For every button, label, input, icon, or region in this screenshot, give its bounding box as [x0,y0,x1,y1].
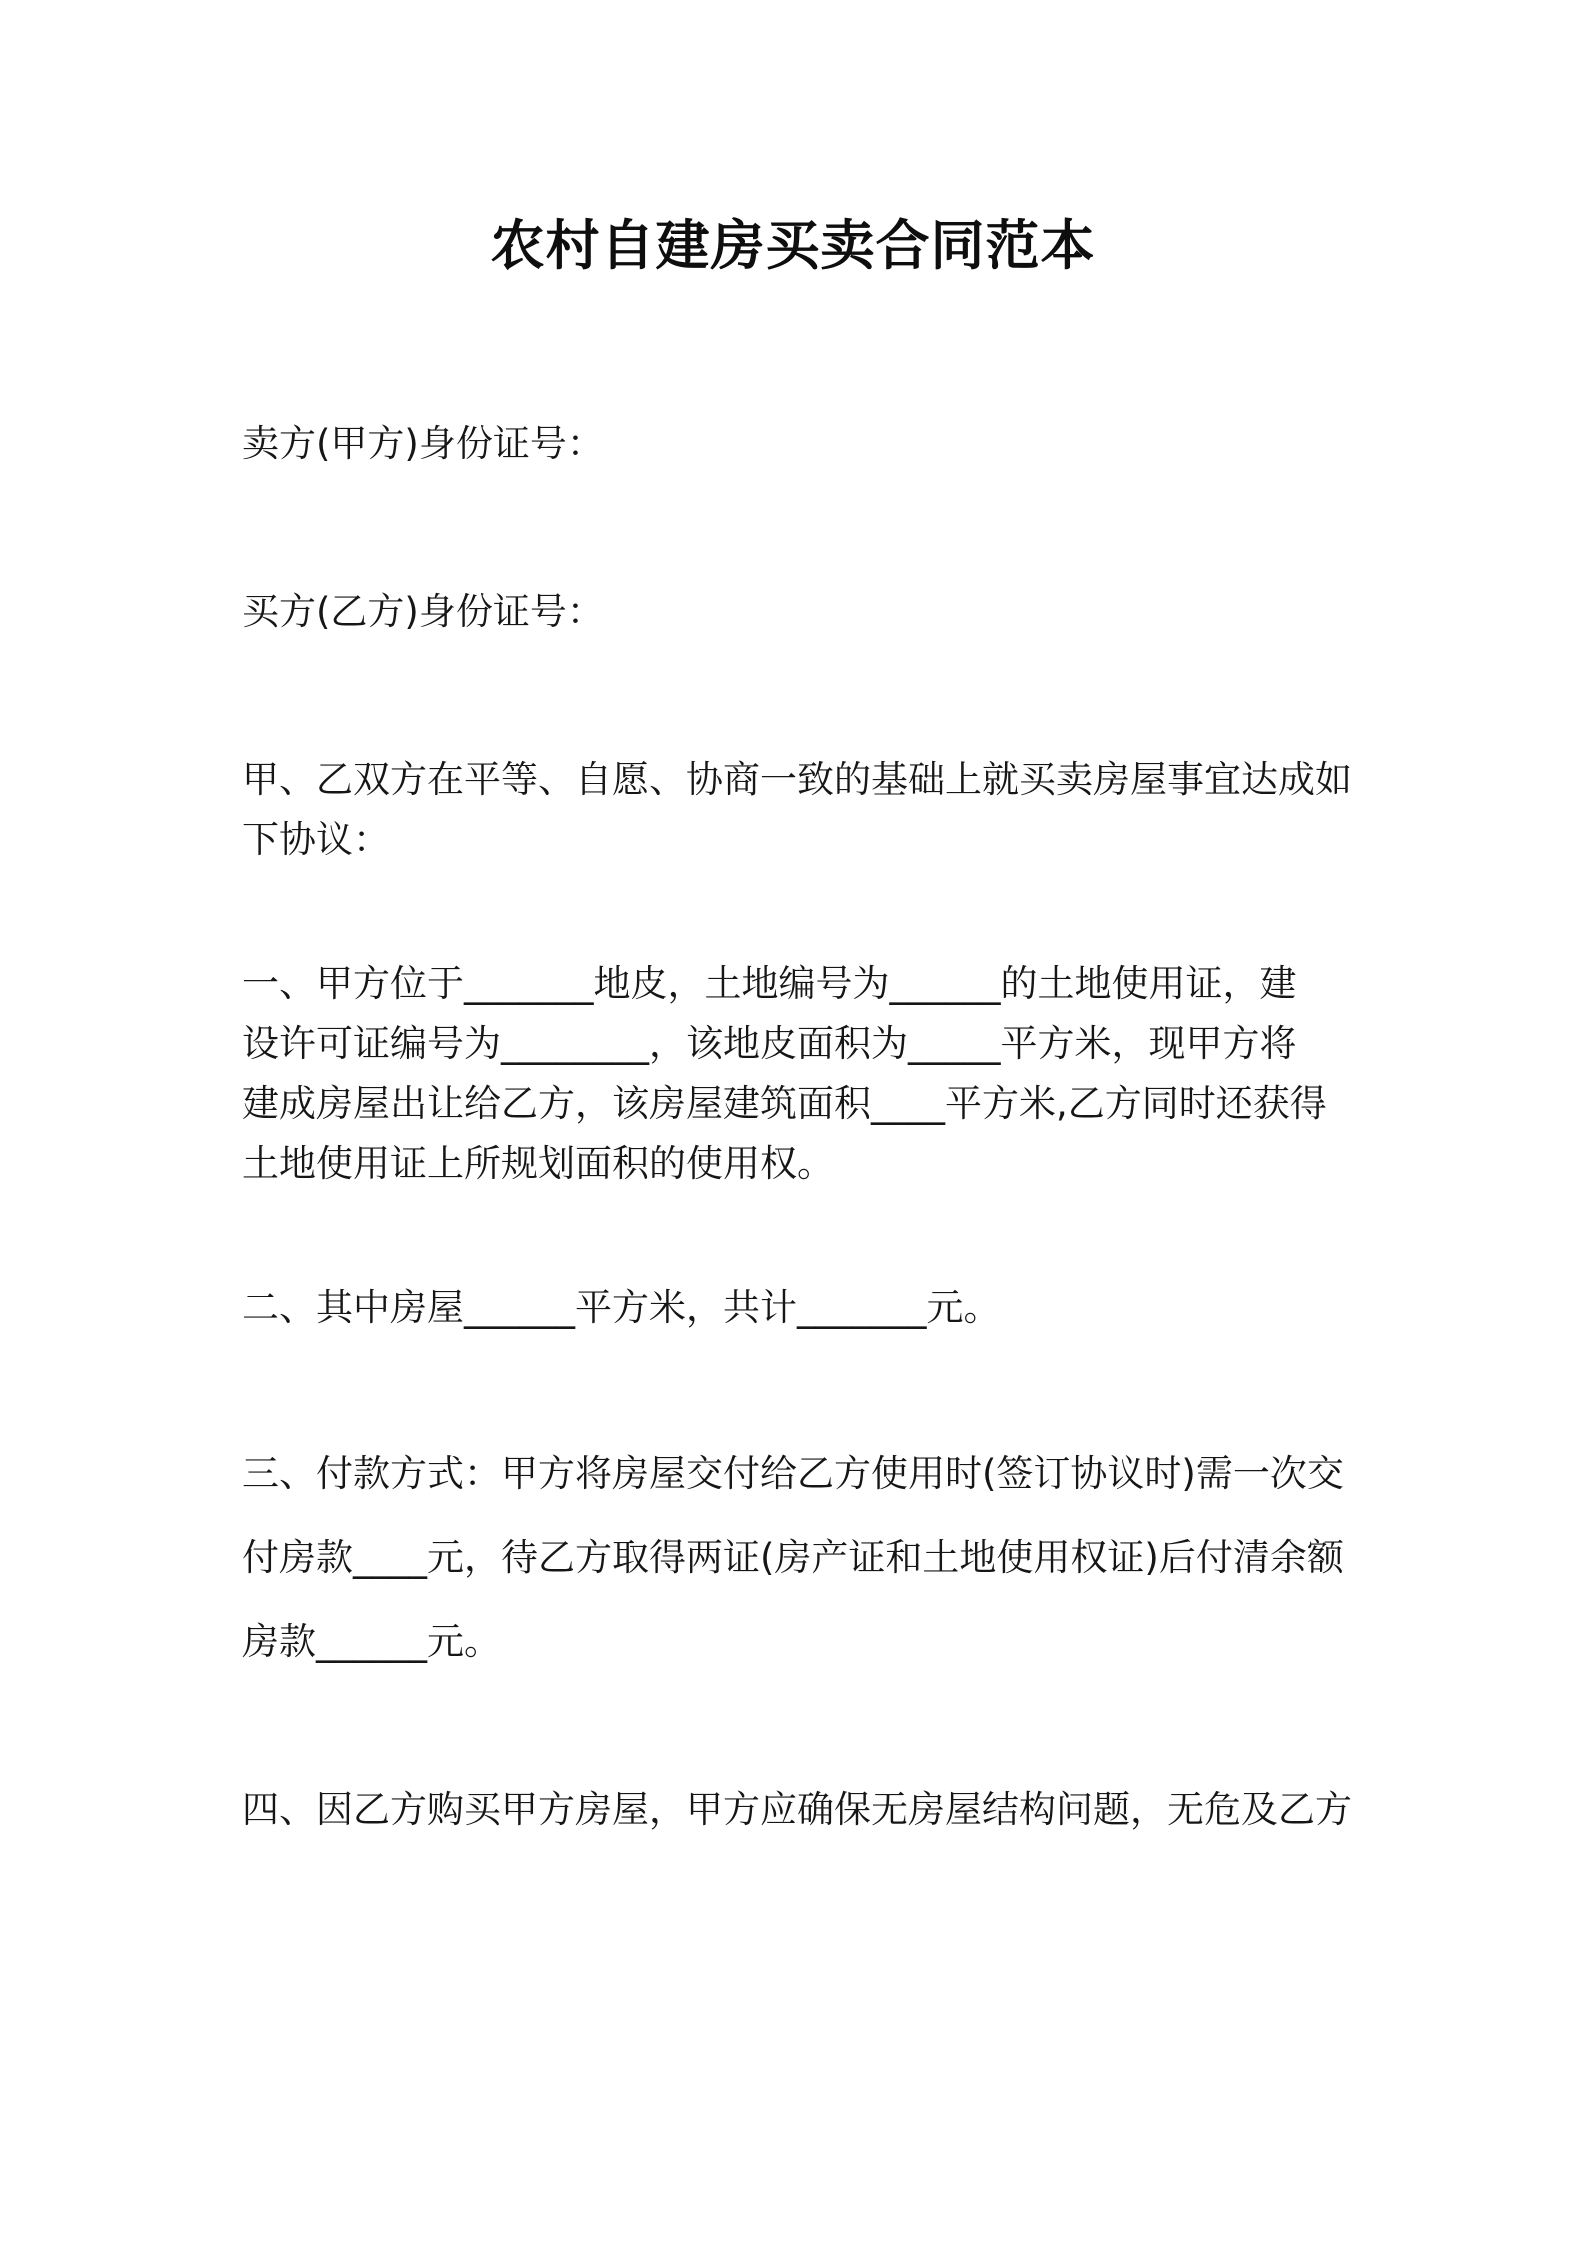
clause-1-line: 建成房屋出让给乙方，该房屋建筑面积____平方米,乙方同时还获得 [242,1082,1327,1125]
intro-line: 下协议： [242,818,390,861]
clause-4-line: 四、因乙方购买甲方房屋，甲方应确保无房屋结构问题，无危及乙方 [242,1788,1352,1831]
clause-4-paragraph [242,1768,1360,1852]
clause-2-line: 二、其中房屋______平方米，共计_______元。 [242,1286,1001,1329]
clause-3-line: 房款______元。 [242,1620,501,1663]
document-body [242,402,1360,1852]
clause-3-line: 三、付款方式：甲方将房屋交付给乙方使用时(签订协议时)需一次交 [242,1452,1344,1495]
clause-1-line: 一、甲方位于_______地皮，土地编号为______的土地使用证，建 [242,962,1297,1005]
clause-1-paragraph [242,942,1360,1206]
seller-id-label: 卖方(甲方)身份证号： [242,422,604,465]
buyer-id-line [242,570,1360,654]
clause-2-paragraph [242,1266,1360,1350]
intro-line: 甲、乙双方在平等、自愿、协商一致的基础上就买卖房屋事宜达成如 [242,758,1352,801]
buyer-id-label: 买方(乙方)身份证号： [242,590,604,633]
clause-3-paragraph [242,1432,1360,1684]
clause-3-line: 付房款____元，待乙方取得两证(房产证和土地使用权证)后付清余额 [242,1536,1344,1579]
clause-1-line: 土地使用证上所规划面积的使用权。 [242,1142,834,1185]
document-title: 农村自建房买卖合同范本 [490,214,1096,277]
intro-paragraph [242,738,1360,882]
clause-1-line: 设许可证编号为________，该地皮面积为_____平方米，现甲方将 [242,1022,1297,1065]
seller-id-line [242,402,1360,486]
